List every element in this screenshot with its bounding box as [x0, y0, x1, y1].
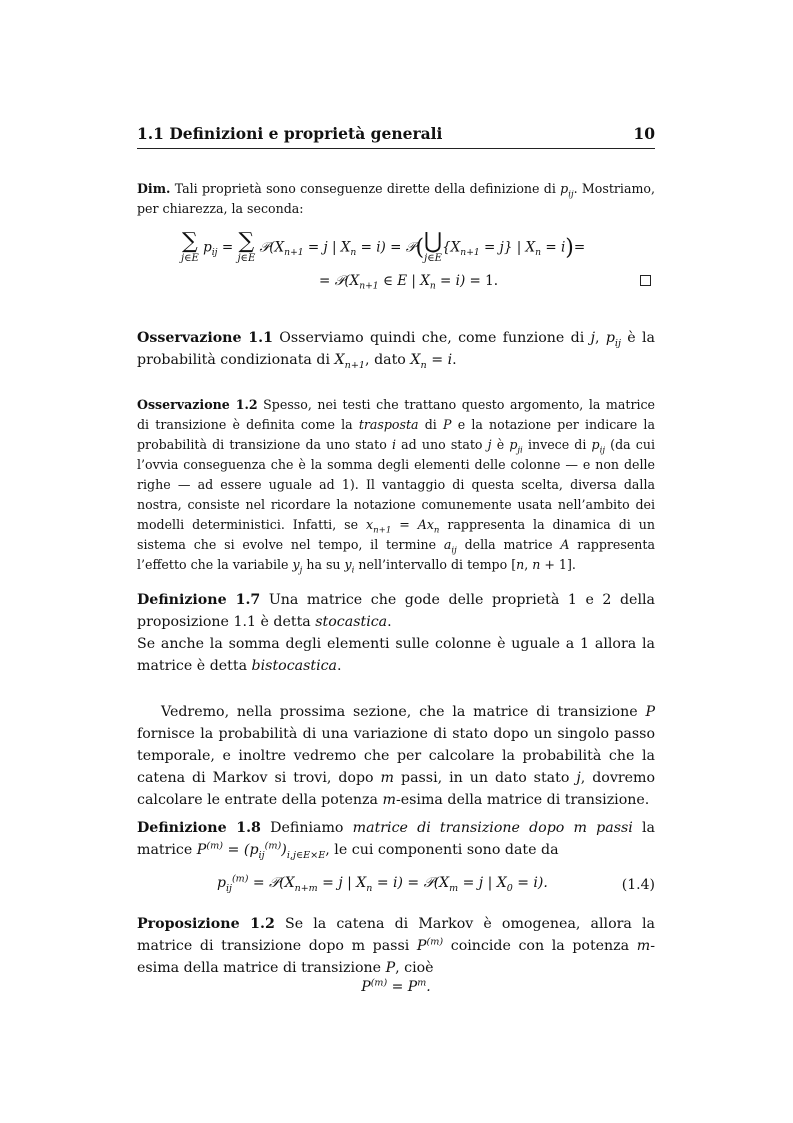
- observation-text: , dato: [365, 352, 406, 368]
- observation-text: e la notazione per indicare la probabilità di transizione da uno stato: [137, 417, 655, 452]
- observation-text: ha su: [306, 557, 341, 572]
- paragraph-text: fornisce la probabilità di una variazione di stato dopo un singolo passo temporale, e inoltre vedremo che per calcolare la probabilità che la catena di Markov si trovi, dopo: [137, 726, 655, 786]
- proposition-text: -esima della matrice di transizione: [137, 938, 656, 976]
- observation-text: ad uno stato: [401, 437, 483, 452]
- definition-text: Se anche la somma degli elementi sulle colonne è uguale a 1 allora la matrice è detta: [137, 636, 655, 674]
- observation-text: della matrice: [464, 537, 553, 552]
- definition-text: , le cui componenti sono date da: [325, 842, 559, 858]
- emph-bistocastica: bistocastica: [251, 658, 338, 674]
- observation-1-1: Osservazione 1.1 Osserviamo quindi che, come funzione di j, $p_{ij}$ è la probabilità condizionata di $X_{n+1}$, dato $X_n = i$.: [137, 330, 655, 371]
- observation-text: Osserviamo quindi che, come funzione di: [279, 330, 585, 346]
- qed-square-icon: [640, 275, 651, 286]
- observation-1-2: Osservazione 1.2 Spesso, nei testi che trattano questo argomento, la matrice di transizione è definita come la trasposta di P e la notazione per indicare la probabilità di transizione da uno stato i ad uno stato j è $p_{ji}$ invece di $p_{ij}$ (da cui l’ovvia conseguenza che è la somma degli elementi delle colonne — e non delle righe — ad essere uguale ad 1). Il vantaggio di questa scelta, diversa dalla nostra, consiste nel ricordare la notazione comunemente usata nell’ambito dei modelli deterministici. Infatti, se $x_{n+1} = Ax_n$ rappresenta la dinamica di un sistema che si evolve nel tempo, il termine $a_{ij}$ della matrice A rappresenta l’effetto che la variabile $y_j$ ha su $y_i$ nell’intervallo di tempo [n, n + 1].: [137, 397, 655, 576]
- definition-label: Definizione 1.8: [137, 820, 261, 836]
- definition-1-8: Definizione 1.8 Definiamo matrice di transizione dopo m passi la matrice $P^{(m)} = (p_{ij}^{(m)})_{i,j\in E\times E}$, le cui componenti sono date da: [137, 820, 655, 861]
- proposition-1-2: Proposizione 1.2 Se la catena di Markov è omogenea, allora la matrice di transizione dopo m passi $P^{(m)}$ coincide con la potenza m-esima della matrice di transizione P, cioè: [137, 916, 656, 976]
- observation-text: è: [496, 437, 505, 452]
- proposition-text: , cioè: [395, 960, 434, 976]
- display-equation-sum: [137, 229, 655, 301]
- display-equation-power: $P^{(m)} = P^m$.: [361, 977, 431, 995]
- definition-text: Definiamo: [270, 820, 344, 836]
- observation-text: rappresenta l’effetto che la variabile: [137, 537, 655, 572]
- emph-matrice-m-passi: matrice di transizione dopo m passi: [352, 820, 633, 836]
- paragraph-text: Vedremo, nella prossima sezione, che la matrice di transizione: [161, 704, 638, 720]
- paper-page: [137, 120, 655, 995]
- equation-line-1: ∑ j∈E $p_{ij}$ = ∑ j∈E $𝒫(X_{n+1} = j$ | $X_n = i$) = 𝒫(⋃ j∈E $\{X_{n+1} = j\}$ | $X_n = i)=$: [181, 229, 586, 264]
- observation-text: (da cui l’ovvia conseguenza che è la somma degli elementi delle colonne — e non delle righe — ad essere uguale ad 1). Il vantaggio di questa scelta, diversa dalla nostra, consiste nel ricordare la notazione comunemente usata nell’ambito dei modelli deterministici. Infatti, se: [137, 437, 655, 532]
- equation-number: (1.4): [621, 877, 655, 893]
- proof-text: Tali proprietà sono conseguenze dirette della definizione di: [174, 181, 556, 196]
- observation-text: è la probabilità condizionata di: [137, 330, 655, 368]
- paragraph-text: passi, in un dato stato: [400, 770, 570, 786]
- section-title: 1.1 Definizioni e proprietà generali: [137, 124, 443, 143]
- paragraph-text: , dovremo calcolare le entrate della potenza: [137, 770, 656, 808]
- proof-text-after: . Mostriamo, per chiarezza, la seconda:: [137, 181, 655, 216]
- definition-text: Una matrice che gode delle proprietà 1 e 2 della proposizione 1.1 è detta: [137, 592, 655, 630]
- emph-stocastica: stocastica: [315, 614, 388, 630]
- emph-trasposta: trasposta: [358, 417, 419, 432]
- running-header: [137, 120, 655, 149]
- proposition-text: coincide con la potenza: [450, 938, 630, 954]
- definition-1-7: Definizione 1.7 Una matrice che gode delle proprietà 1 e 2 della proposizione 1.1 è detta stocastica. Se anche la somma degli elementi sulle colonne è uguale a 1 allora la matrice è detta bistocastica.: [137, 592, 655, 674]
- equation-line-2: = $𝒫(X_{n+1}$ ∈ E | $X_n = i) = 1$.: [319, 273, 499, 292]
- proposition-text: Se la catena di Markov è omogenea, allora la matrice di transizione dopo m passi: [137, 916, 655, 954]
- observation-text: rappresenta la dinamica di un sistema che si evolve nel tempo, il termine: [137, 517, 655, 552]
- definition-label: Definizione 1.7: [137, 592, 261, 608]
- page-number: 10: [633, 124, 655, 143]
- observation-text: invece di: [527, 437, 587, 452]
- proposition-label: Proposizione 1.2: [137, 916, 275, 932]
- proof-label: Dim.: [137, 181, 171, 196]
- observation-text: Spesso, nei testi che trattano questo argomento, la matrice di transizione è definita come la: [137, 397, 655, 432]
- proof-paragraph: [137, 179, 655, 219]
- paragraph-text: -esima della matrice di transizione.: [395, 792, 650, 808]
- observation-label: Osservazione 1.1: [137, 330, 273, 346]
- definition-text: la matrice: [137, 820, 655, 858]
- observation-text: nell’intervallo di tempo: [358, 557, 508, 572]
- observation-label: Osservazione 1.2: [137, 397, 258, 412]
- observation-text: di: [424, 417, 437, 432]
- math-pij: $p_{ij}$: [560, 181, 574, 200]
- display-equation-1-4: $p_{ij}^{(m)}$ = $𝒫(X_{n+m} = j$ | $X_n = i$) = $𝒫(X_m = j$ | $X_0 = i$). (1.4): [217, 873, 655, 894]
- body-paragraph: Vedremo, nella prossima sezione, che la matrice di transizione P fornisce la probabilità di una variazione di stato dopo un singolo passo temporale, e inoltre vedremo che per calcolare la probabilità che la catena di Markov si trovi, dopo m passi, in un dato stato j, dovremo calcolare le entrate della potenza m-esima della matrice di transizione.: [137, 704, 656, 808]
